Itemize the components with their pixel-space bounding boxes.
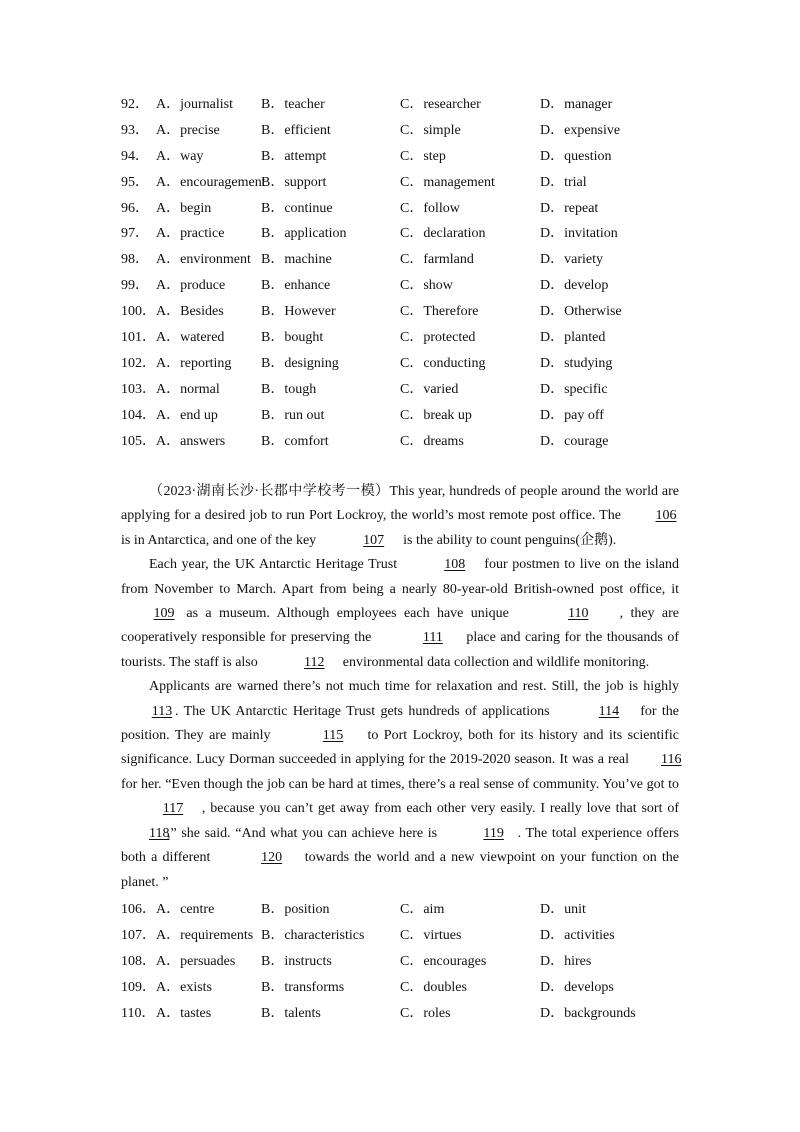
blank-107: 107 <box>363 532 385 548</box>
question-row <box>121 247 681 273</box>
option-b: B．application <box>261 226 347 242</box>
question-row <box>121 221 681 247</box>
blank-112: 112 <box>304 654 325 670</box>
option-b: B．efficient <box>261 122 331 138</box>
passage-text: for the position. They are mainly <box>121 703 679 744</box>
option-c: C．break up <box>400 407 472 423</box>
passage-text: environmental data collection and wildlife monitoring. <box>339 654 650 670</box>
option-d: D．develop <box>540 278 609 294</box>
option-b: B．However <box>261 304 336 320</box>
option-a: A．produce <box>156 278 226 294</box>
option-a: A．answers <box>156 433 226 449</box>
blank-118: 118 <box>149 825 170 841</box>
option-a: A．normal <box>156 381 220 397</box>
option-b: B．talents <box>261 1005 321 1021</box>
question-row <box>121 923 681 949</box>
option-b: B．designing <box>261 355 339 371</box>
question-row <box>121 1001 681 1027</box>
passage-text: （2023·湖南长沙·长郡中学校考一模）This year, hundreds of people around the world are applying for a desired job to run Port Lockroy, the world’s most remote post office. The <box>121 484 679 524</box>
option-c: C．protected <box>400 330 476 346</box>
question-row <box>121 975 681 1001</box>
question-row <box>121 118 681 144</box>
blank-115: 115 <box>322 728 344 744</box>
question-number: 97． <box>121 226 149 242</box>
question-row <box>121 273 681 299</box>
option-c: C．roles <box>400 1005 451 1021</box>
option-c: C．show <box>400 278 453 294</box>
option-b: B．bought <box>261 330 324 346</box>
blank-113: 113 <box>151 703 173 719</box>
blank-116: 116 <box>661 752 682 768</box>
option-a: A．practice <box>156 226 225 242</box>
option-a: A．watered <box>156 330 225 346</box>
question-row <box>121 144 681 170</box>
question-row <box>121 92 681 118</box>
question-row <box>121 429 681 455</box>
blank-111: 111 <box>422 630 443 646</box>
option-b: B．instructs <box>261 953 332 969</box>
option-c: C．doubles <box>400 979 467 995</box>
option-c: C．farmland <box>400 252 474 268</box>
blank-106: 106 <box>655 508 677 524</box>
question-number: 104． <box>121 407 156 423</box>
question-number: 107． <box>121 927 156 943</box>
option-b: B．attempt <box>261 148 327 164</box>
passage-text: Applicants are warned there’s not much time for relaxation and rest. Still, the job is highly <box>149 679 679 695</box>
option-a: A．exists <box>156 979 212 995</box>
options-list-bottom <box>121 897 681 1026</box>
passage-text: Each year, the UK Antarctic Heritage Trust <box>149 557 402 573</box>
blank-114: 114 <box>598 703 620 719</box>
cloze-passage <box>121 480 682 895</box>
option-d: D．expensive <box>540 122 621 138</box>
option-d: D．pay off <box>540 407 604 423</box>
option-a: A．requirements <box>156 927 254 943</box>
option-d: D．trial <box>540 174 587 190</box>
option-d: D．courage <box>540 433 609 449</box>
question-row <box>121 377 681 403</box>
passage-text: place and caring for the thousands of tourists. The staff is also <box>121 630 679 670</box>
option-d: D．repeat <box>540 200 599 216</box>
passage-text: towards the world and a new viewpoint on your function on the planet. ” <box>121 850 679 890</box>
option-b: B．continue <box>261 200 333 216</box>
option-c: C．conducting <box>400 355 486 371</box>
passage-text: , they are cooperatively responsible for preserving the <box>121 606 679 646</box>
blank-117: 117 <box>162 801 184 817</box>
option-c: C．virtues <box>400 927 462 943</box>
option-a: A．end up <box>156 407 218 423</box>
option-d: D．activities <box>540 927 615 943</box>
passage-paragraph-2 <box>121 553 679 675</box>
option-c: C．step <box>400 148 446 164</box>
option-c: C．Therefore <box>400 304 479 320</box>
option-a: A．precise <box>156 122 220 138</box>
option-b: B．comfort <box>261 433 329 449</box>
option-d: D．Otherwise <box>540 304 622 320</box>
question-number: 110． <box>121 1005 156 1021</box>
option-b: B．support <box>261 174 327 190</box>
option-b: B．machine <box>261 252 332 268</box>
question-number: 99． <box>121 278 149 294</box>
option-c: C．dreams <box>400 433 464 449</box>
passage-text: . The total experience offers both a different <box>121 825 679 866</box>
question-number: 100． <box>121 304 156 320</box>
question-number: 94． <box>121 148 149 164</box>
option-a: A．journalist <box>156 97 233 112</box>
option-c: C．researcher <box>400 97 481 112</box>
option-d: D．invitation <box>540 226 618 242</box>
question-number: 109． <box>121 979 156 995</box>
option-c: C．declaration <box>400 226 486 242</box>
blank-109: 109 <box>153 606 175 622</box>
question-row <box>121 325 681 351</box>
question-number: 98． <box>121 252 149 268</box>
question-number: 103． <box>121 381 156 397</box>
option-d: D．planted <box>540 330 606 346</box>
passage-text: ,” she said. “And what you can achieve here is <box>167 825 442 841</box>
passage-text: as a museum. Although employees each have unique <box>179 606 517 622</box>
option-d: D．backgrounds <box>540 1005 636 1021</box>
option-a: A．persuades <box>156 953 236 969</box>
question-number: 105． <box>121 433 156 449</box>
question-row <box>121 196 681 222</box>
option-d: D．unit <box>540 902 586 917</box>
question-number: 102． <box>121 355 156 371</box>
options-list-top <box>121 92 681 454</box>
option-a: A．environment <box>156 252 251 268</box>
blank-120: 120 <box>261 850 283 866</box>
option-c: C．encourages <box>400 953 487 969</box>
option-b: B．teacher <box>261 97 325 112</box>
option-a: A．reporting <box>156 355 232 371</box>
passage-text: . The UK Antarctic Heritage Trust gets hundreds of applications <box>175 703 555 719</box>
option-c: C．aim <box>400 902 445 917</box>
question-row <box>121 403 681 429</box>
blank-119: 119 <box>483 825 504 841</box>
question-number: 95． <box>121 174 149 190</box>
question-number: 93． <box>121 122 149 138</box>
passage-text: four postmen to live on the island from November to March. Apart from being a nearly 80-year-old British-owned post office, it <box>121 557 679 597</box>
question-number: 106． <box>121 902 156 917</box>
question-row <box>121 897 681 923</box>
option-b: B．transforms <box>261 979 345 995</box>
passage-text: to Port Lockroy, both for its history and its scientific significance. Lucy Dorman succeeded in applying for the 2019-2020 season. It was a real <box>121 728 679 768</box>
option-a: A．encouragement <box>156 174 266 190</box>
option-b: B．enhance <box>261 278 331 294</box>
option-d: D．specific <box>540 381 608 397</box>
passage-paragraph-3 <box>121 675 682 895</box>
option-a: A．begin <box>156 200 212 216</box>
question-row <box>121 351 681 377</box>
option-a: A．tastes <box>156 1005 212 1021</box>
option-d: D．manager <box>540 97 613 112</box>
option-a: A．way <box>156 148 204 164</box>
option-b: B．position <box>261 902 330 917</box>
option-c: C．simple <box>400 122 461 138</box>
option-d: D．studying <box>540 355 613 371</box>
question-row <box>121 170 681 196</box>
option-d: D．hires <box>540 953 592 969</box>
question-number: 96． <box>121 200 149 216</box>
option-d: D．develops <box>540 979 614 995</box>
option-a: A．centre <box>156 902 215 917</box>
option-a: A．Besides <box>156 304 224 320</box>
question-number: 108． <box>121 953 156 969</box>
option-b: B．characteristics <box>261 927 365 943</box>
option-c: C．follow <box>400 200 460 216</box>
option-d: D．variety <box>540 252 603 268</box>
blank-108: 108 <box>444 557 466 573</box>
option-b: B．tough <box>261 381 317 397</box>
question-number: 92． <box>121 97 149 112</box>
question-row <box>121 949 681 975</box>
question-row <box>121 299 681 325</box>
blank-110: 110 <box>567 606 589 622</box>
option-c: C．varied <box>400 381 459 397</box>
passage-paragraph-1 <box>121 480 679 553</box>
option-d: D．question <box>540 148 612 164</box>
question-number: 101． <box>121 330 156 346</box>
passage-text: , because you can’t get away from each other very easily. I really love that sort of <box>197 801 679 817</box>
passage-text: is in Antarctica, and one of the key <box>121 532 320 548</box>
passage-text: is the ability to count penguins(企鹅). <box>399 532 617 548</box>
option-c: C．management <box>400 174 495 190</box>
option-b: B．run out <box>261 407 325 423</box>
passage-text: for her. “Even though the job can be hard at times, there’s a real sense of community. You’ve got to <box>121 776 679 792</box>
